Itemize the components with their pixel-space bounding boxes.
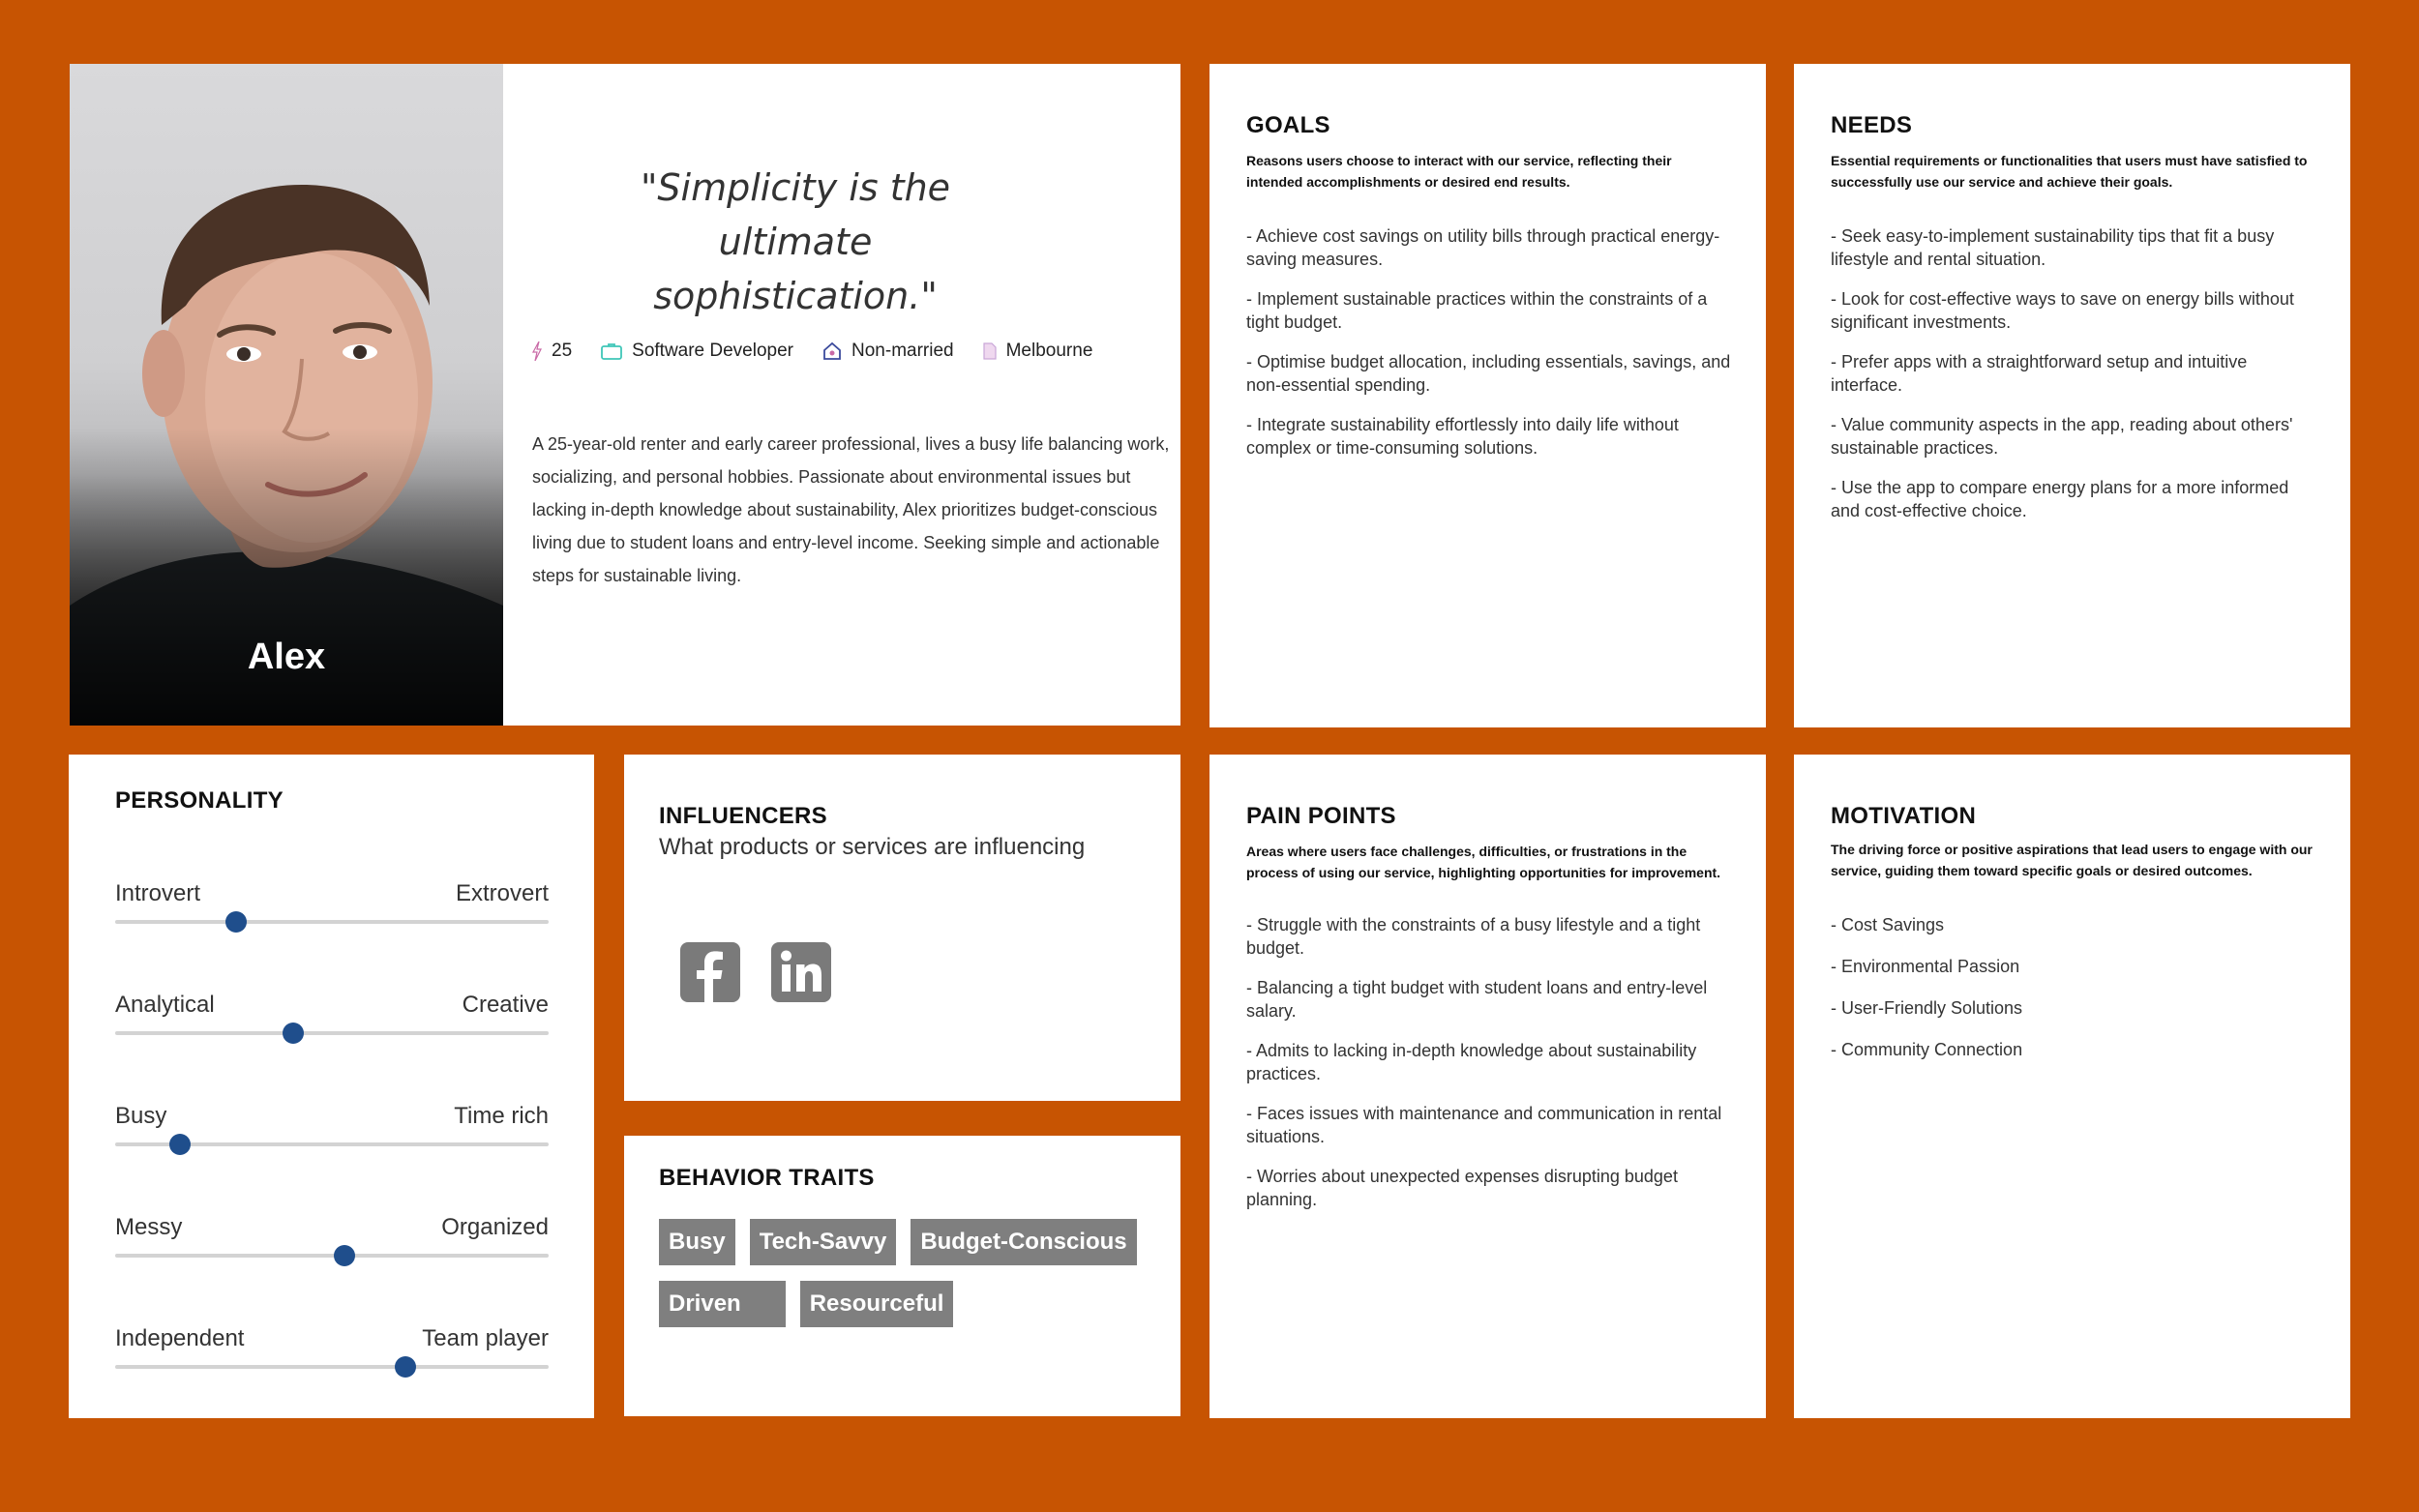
persona-facts: [532, 341, 1092, 362]
motivation-list: [1831, 913, 2319, 1080]
slider-left-label: Messy: [115, 1214, 183, 1240]
slider-knob[interactable]: [169, 1134, 191, 1155]
slider-left-label: Introvert: [115, 880, 201, 906]
pain-points-card: [1210, 755, 1766, 1418]
trait-tag: Tech-Savvy: [750, 1219, 897, 1265]
list-item: - Struggle with the constraints of a busy lifestyle and a tight budget.: [1246, 915, 1701, 958]
fact-status: [822, 341, 954, 362]
personality-slider[interactable]: [115, 1103, 549, 1161]
fact-location-value: Melbourne: [1005, 341, 1093, 361]
slider-right-label: Organized: [441, 1214, 549, 1240]
behavior-tags: [659, 1219, 1162, 1327]
list-item: - Admits to lacking in-depth knowledge about sustainability practices.: [1246, 1041, 1697, 1083]
fact-location: [983, 341, 1093, 362]
persona-bio: A 25-year-old renter and early career professional, lives a busy life balancing work, socializing, and personal hobbies. Passionate about environmental issues but lacking in-depth knowledge about sustainability, Alex prioritizes budget-conscious living due to student loans and entry-level income. Seeking simple and actionable steps for sustainable living.: [532, 434, 1170, 585]
goals-title: GOALS: [1246, 112, 1330, 138]
personality-slider[interactable]: [115, 880, 549, 938]
personality-title: PERSONALITY: [115, 787, 284, 814]
slider-right-label: Time rich: [454, 1103, 549, 1129]
slider-knob[interactable]: [225, 911, 247, 933]
list-item: - Cost Savings: [1831, 915, 1945, 934]
facebook-glyph: [680, 942, 740, 1002]
document-icon: [983, 342, 997, 360]
slider-track[interactable]: [115, 1254, 549, 1258]
list-item: - Optimise budget allocation, including essentials, savings, and non-essential spending.: [1246, 352, 1731, 395]
personality-slider[interactable]: [115, 1214, 549, 1272]
influencers-card: [624, 755, 1180, 1101]
trait-tag: Busy: [659, 1219, 735, 1265]
slider-knob[interactable]: [395, 1356, 416, 1378]
portrait-illustration: [70, 64, 503, 726]
list-item: - Faces issues with maintenance and communication in rental situations.: [1246, 1104, 1722, 1146]
slider-track[interactable]: [115, 1031, 549, 1035]
list-item: - Community Connection: [1831, 1040, 2023, 1059]
fact-occupation-value: Software Developer: [632, 341, 794, 361]
list-item: - Value community aspects in the app, reading about others' sustainable practices.: [1831, 415, 2293, 458]
needs-card: [1794, 64, 2350, 727]
lightning-icon: [532, 341, 542, 361]
list-item: - Balancing a tight budget with student loans and entry-level salary.: [1246, 978, 1708, 1021]
slider-right-label: Team player: [422, 1325, 549, 1351]
needs-title: NEEDS: [1831, 112, 1913, 138]
list-item: - Achieve cost savings on utility bills through practical energy-saving measures.: [1246, 226, 1720, 269]
influencers-subtitle: What products or services are influencing: [659, 834, 1086, 860]
slider-left-label: Analytical: [115, 992, 215, 1018]
slider-left-label: Independent: [115, 1325, 245, 1351]
linkedin-icon[interactable]: [771, 942, 831, 1002]
motivation-card: [1794, 755, 2350, 1418]
slider-right-label: Extrovert: [455, 880, 549, 906]
needs-list: [1831, 224, 2319, 539]
pain-points-title: PAIN POINTS: [1246, 803, 1396, 829]
fact-occupation: [601, 341, 793, 362]
fact-age-value: 25: [552, 341, 573, 361]
trait-tag: Resourceful: [800, 1281, 954, 1327]
trait-tag: Budget-Conscious: [911, 1219, 1136, 1265]
list-item: - Worries about unexpected expenses disrupting budget planning.: [1246, 1167, 1678, 1209]
home-icon: [822, 341, 842, 361]
slider-track[interactable]: [115, 920, 549, 924]
pain-points-list: [1246, 913, 1735, 1228]
goals-list: [1246, 224, 1735, 476]
behavior-card: [624, 1136, 1180, 1416]
list-item: - Look for cost-effective ways to save on energy bills without significant investments.: [1831, 289, 2294, 332]
personality-slider[interactable]: [115, 1325, 549, 1383]
fact-status-value: Non-married: [851, 341, 954, 361]
facebook-icon[interactable]: [680, 942, 740, 1002]
slider-right-label: Creative: [462, 992, 549, 1018]
goals-subtitle: Reasons users choose to interact with our service, reflecting their intended accomplishments or desired end results.: [1246, 153, 1672, 190]
profile-card: [70, 64, 1180, 726]
pain-points-subtitle: Areas where users face challenges, difficulties, or frustrations in the process of using our service, highlighting opportunities for improvement.: [1246, 844, 1721, 880]
slider-left-label: Busy: [115, 1103, 167, 1129]
profile-photo: [70, 64, 503, 726]
personality-card: [69, 755, 594, 1418]
slider-track[interactable]: [115, 1365, 549, 1369]
list-item: - Use the app to compare energy plans for a more informed and cost-effective choice.: [1831, 478, 2289, 520]
behavior-title: BEHAVIOR TRAITS: [659, 1165, 875, 1191]
list-item: - Seek easy-to-implement sustainability tips that fit a busy lifestyle and rental situation.: [1831, 226, 2275, 269]
list-item: - Environmental Passion: [1831, 957, 2020, 976]
slider-knob[interactable]: [334, 1245, 355, 1266]
personality-slider[interactable]: [115, 992, 549, 1050]
motivation-subtitle: The driving force or positive aspirations that lead users to engage with our service, guiding them toward specific goals or desired outcomes.: [1831, 842, 2313, 878]
list-item: - Prefer apps with a straightforward setup and intuitive interface.: [1831, 352, 2248, 395]
fact-age: [532, 341, 572, 362]
list-item: - Integrate sustainability effortlessly into daily life without complex or time-consuming solutions.: [1246, 415, 1679, 458]
briefcase-icon: [601, 342, 622, 360]
influencers-title: INFLUENCERS: [659, 803, 827, 829]
persona-name: Alex: [247, 637, 326, 677]
list-item: - Implement sustainable practices within the constraints of a tight budget.: [1246, 289, 1708, 332]
goals-card: [1210, 64, 1766, 727]
slider-knob[interactable]: [283, 1023, 304, 1044]
list-item: - User-Friendly Solutions: [1831, 998, 2023, 1018]
persona-quote: "Simplicity is the ultimate sophistication.": [640, 166, 951, 317]
trait-tag: Driven: [659, 1281, 786, 1327]
needs-subtitle: Essential requirements or functionalities that users must have satisfied to successfully use our service and achieve their goals.: [1831, 153, 2308, 190]
linkedin-glyph: [771, 942, 831, 1002]
motivation-title: MOTIVATION: [1831, 803, 1977, 829]
